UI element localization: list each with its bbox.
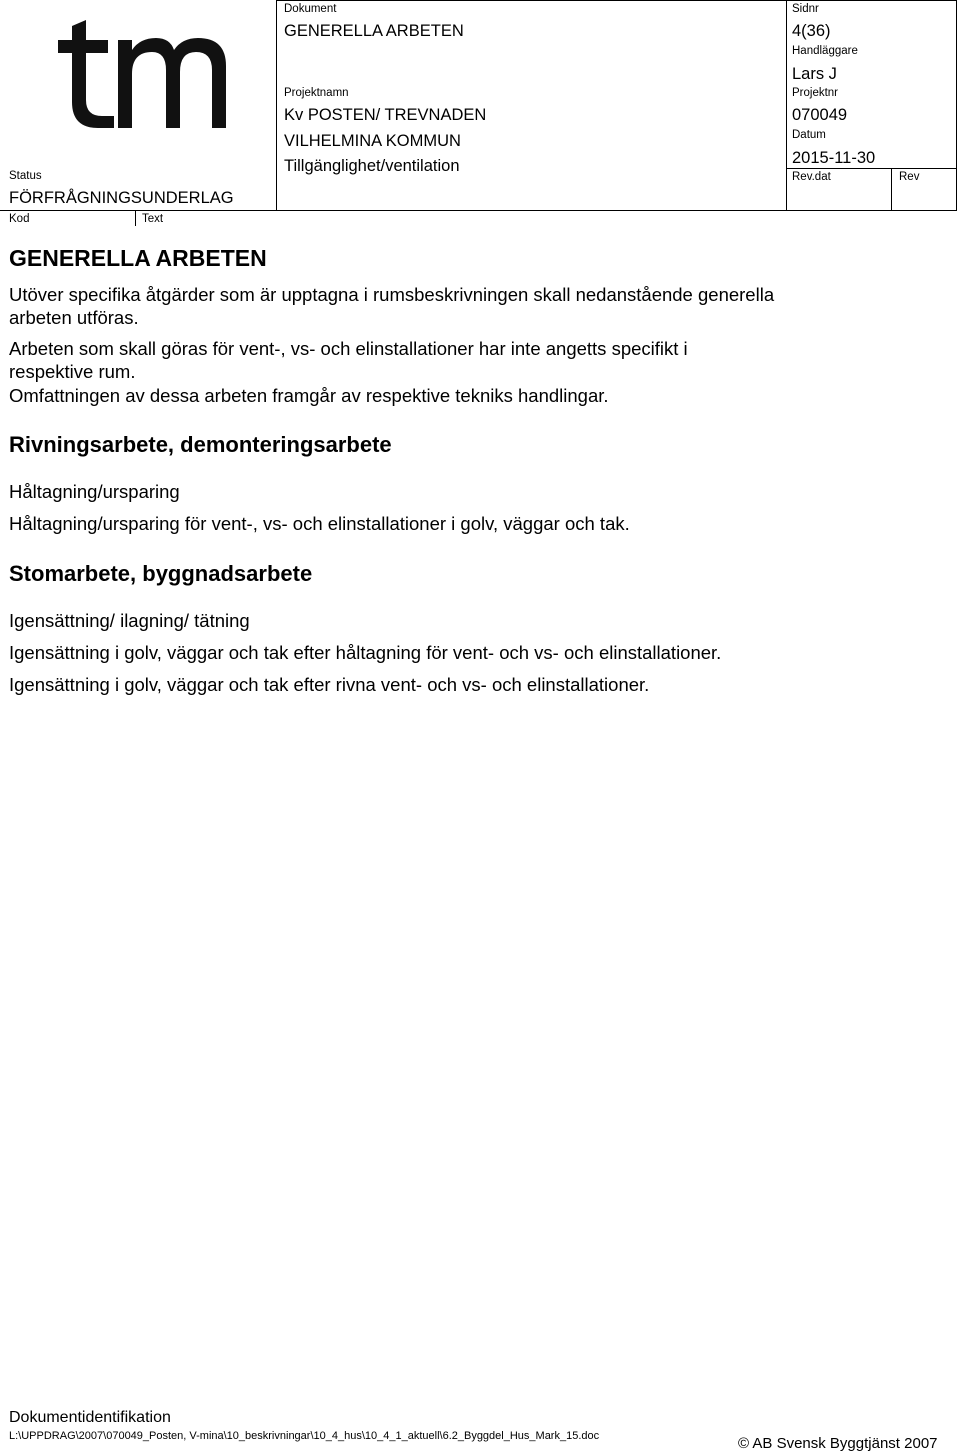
status-value: FÖRFRÅGNINGSUNDERLAG [9,189,234,207]
intro-line-4: respektive rum. [9,361,136,382]
section-text-igensattning-1: Igensättning i golv, väggar och tak efter håltagning för vent- och vs- och elinstallationer. [9,642,722,663]
section-subheading-igensattning: Igensättning/ ilagning/ tätning [9,610,250,631]
projektnamn-line-1: Kv POSTEN/ TREVNADEN [284,106,487,124]
section-heading-stomarbete: Stomarbete, byggnadsarbete [9,561,313,586]
text-label: Text [142,213,164,225]
datum-value: 2015-11-30 [792,149,876,167]
revdat-label: Rev.dat [792,171,831,183]
doc-path: L:\UPPDRAG\2007\070049_Posten, V-mina\10_beskrivningar\10_4_hus\10_4_1_aktuell\6.2_Byggdel_Hus_Mark_15.doc [9,1430,600,1442]
handlaggare-value: Lars J [792,65,837,83]
rev-label: Rev [899,171,920,183]
handlaggare-label: Handläggare [792,45,858,57]
projektnamn-line-3: Tillgänglighet/ventilation [284,157,460,175]
projektnamn-line-2: VILHELMINA KOMMUN [284,132,461,150]
intro-line-1: Utöver specifika åtgärder som är upptagna i rumsbeskrivningen skall nedanstående generella [9,284,775,305]
datum-label: Datum [792,129,826,141]
dokument-label: Dokument [284,3,337,15]
intro-line-5: Omfattningen av dessa arbeten framgår av respektive tekniks handlingar. [9,385,609,406]
section-text-haltagning: Håltagning/ursparing för vent-, vs- och elinstallationer i golv, väggar och tak. [9,513,630,534]
page-title: GENERELLA ARBETEN [9,245,267,271]
kod-label: Kod [9,213,30,225]
section-heading-rivning: Rivningsarbete, demonteringsarbete [9,432,392,457]
sidnr-value: 4(36) [792,22,831,40]
status-label: Status [9,170,42,182]
doc-id-label: Dokumentidentifikation [9,1409,171,1426]
section-subheading-haltagning: Håltagning/ursparing [9,481,180,502]
copyright: © AB Svensk Byggtjänst 2007 [738,1435,938,1452]
tm-logo-icon [58,20,228,130]
sidnr-label: Sidnr [792,3,819,15]
dokument-value: GENERELLA ARBETEN [284,22,464,40]
projektnamn-label: Projektnamn [284,87,349,99]
section-text-igensattning-2: Igensättning i golv, väggar och tak efter rivna vent- och vs- och elinstallationer. [9,674,650,695]
projektnr-value: 070049 [792,106,848,124]
intro-line-2: arbeten utföras. [9,307,139,328]
projektnr-label: Projektnr [792,87,839,99]
intro-line-3: Arbeten som skall göras för vent-, vs- och elinstallationer har inte angetts specifikt i [9,338,688,359]
